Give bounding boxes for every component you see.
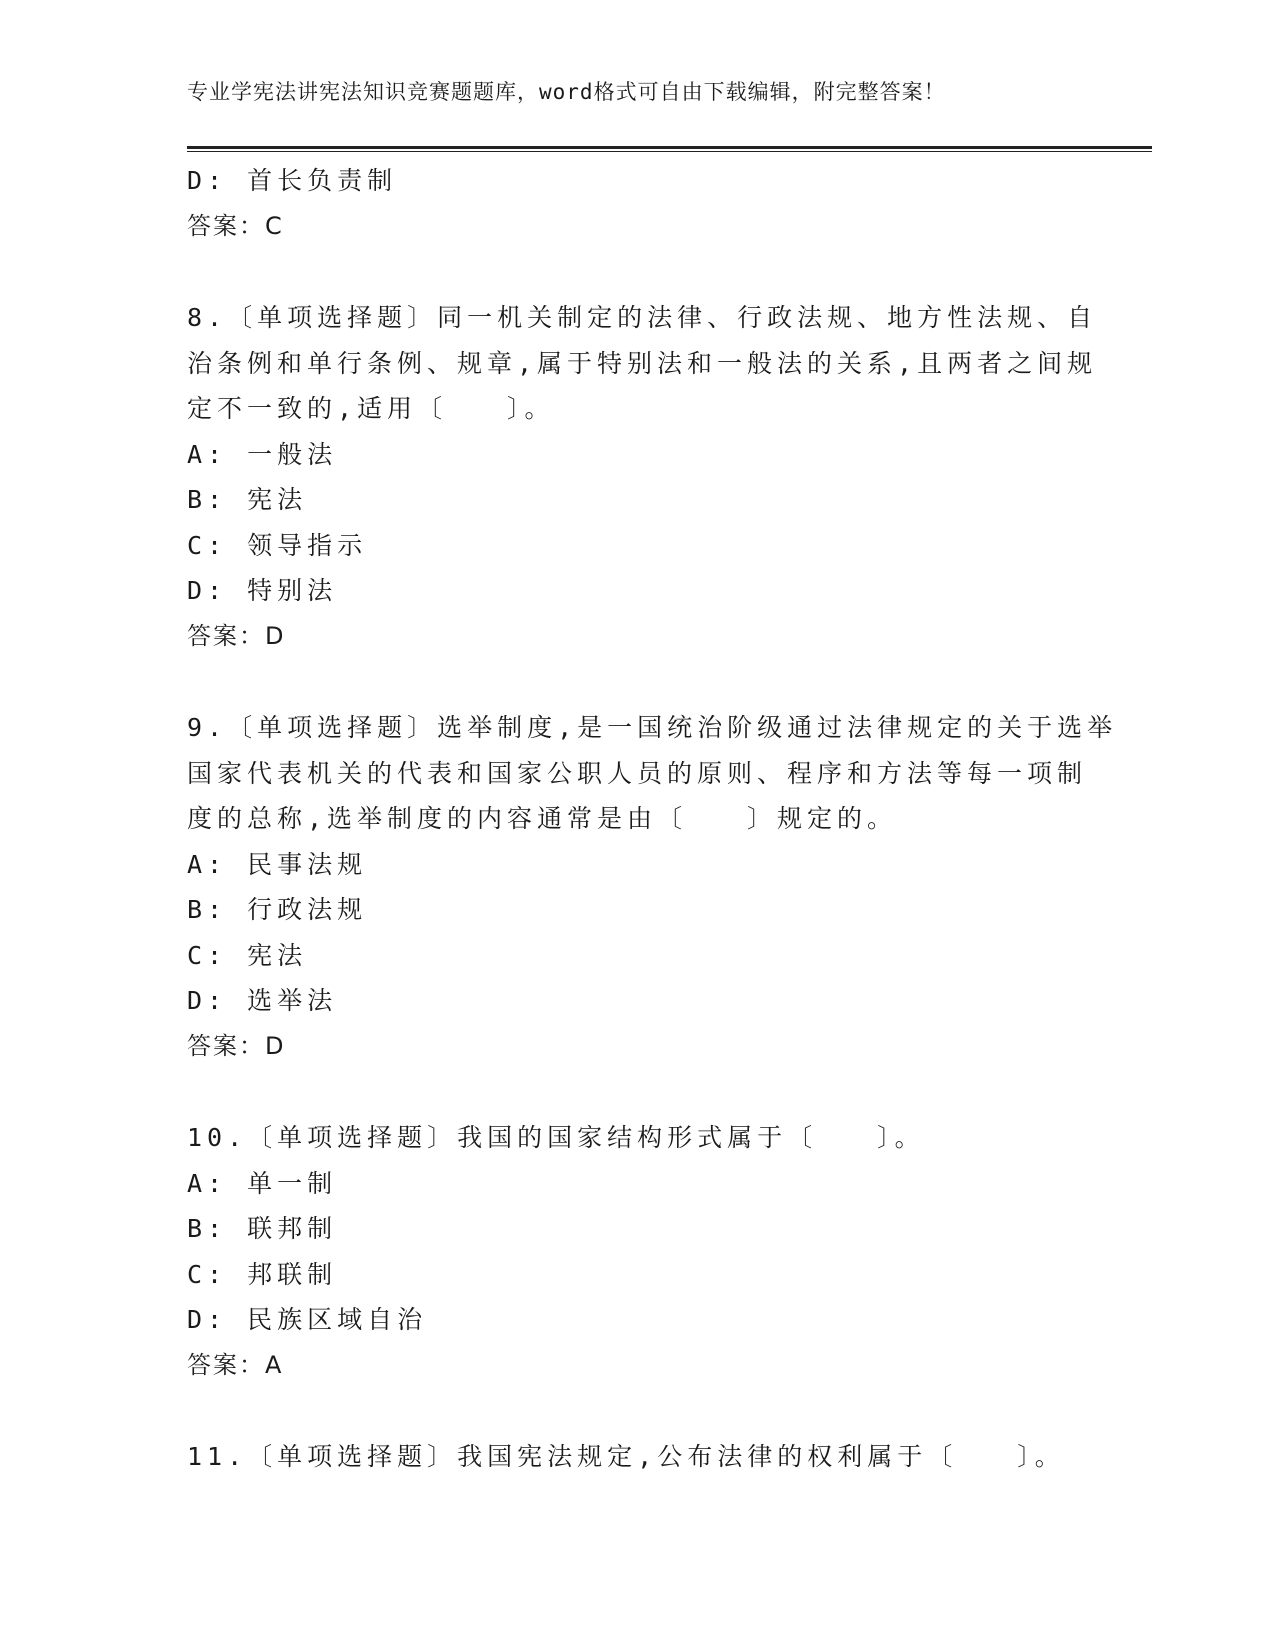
option-a: A: 一般法 <box>187 439 338 469</box>
question-stem-line: 8.〔单项选择题〕同一机关制定的法律、行政法规、地方性法规、自 <box>187 303 1098 332</box>
option-d: D: 选举法 <box>187 986 338 1015</box>
question-stem-line: 9.〔单项选择题〕选举制度,是一国统治阶级通过法律规定的关于选举 <box>187 713 1118 742</box>
option-c: C: 领导指示 <box>187 530 368 560</box>
option-d: D: 民族区域自治 <box>187 1305 428 1334</box>
question-stem-line: 治条例和单行条例、规章,属于特别法和一般法的关系,且两者之间规 <box>187 348 1098 378</box>
answer-line: 答案：D <box>187 1031 286 1060</box>
question-stem-line: 11.〔单项选择题〕我国宪法规定,公布法律的权利属于〔 〕。 <box>187 1442 1065 1471</box>
option-b: B: 行政法规 <box>187 895 368 924</box>
question-stem-line: 度的总称,选举制度的内容通常是由〔 〕规定的。 <box>187 804 898 833</box>
answer-line: 答案：C <box>187 211 284 240</box>
header-divider <box>187 146 1152 152</box>
question-list <box>187 158 1118 1480</box>
option-b: B: 宪法 <box>187 485 308 514</box>
page-header: 专业学宪法讲宪法知识竞赛题题库，word格式可自由下载编辑，附完整答案！ <box>187 80 946 104</box>
answer-line: 答案：D <box>187 621 286 650</box>
option-a: A: 单一制 <box>187 1168 338 1198</box>
answer-line: 答案：A <box>187 1350 284 1379</box>
question-stem-line: 国家代表机关的代表和国家公职人员的原则、程序和方法等每一项制 <box>187 758 1088 788</box>
option-b: B: 联邦制 <box>187 1214 338 1243</box>
option-a: A: 民事法规 <box>187 849 368 879</box>
option-d: D: 首长负责制 <box>187 166 398 195</box>
option-d: D: 特别法 <box>187 576 338 605</box>
question-stem-line: 10.〔单项选择题〕我国的国家结构形式属于〔 〕。 <box>187 1123 925 1152</box>
option-c: C: 宪法 <box>187 940 308 970</box>
question-stem-line: 定不一致的,适用〔 〕。 <box>187 394 555 423</box>
option-c: C: 邦联制 <box>187 1259 338 1289</box>
